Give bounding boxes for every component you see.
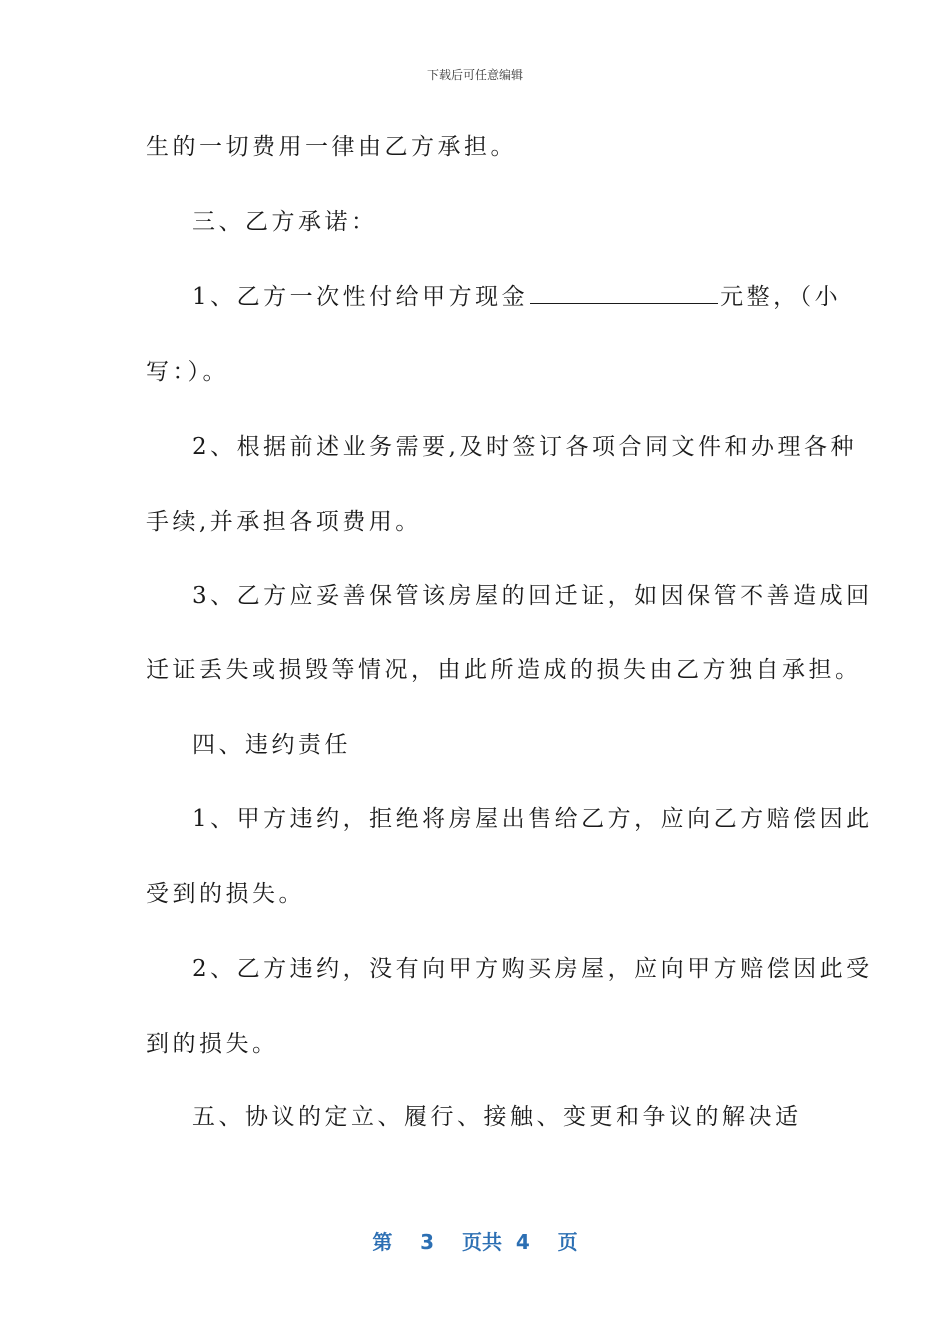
paragraph-line [192, 282, 841, 312]
clause-text: 1、乙方一次性付给甲方现金 [192, 284, 529, 310]
paragraph-line: 到的损失。 [146, 1031, 279, 1057]
paragraph-line: 写：）。 [146, 359, 229, 385]
fill-in-blank [530, 283, 718, 304]
paragraph-line: 受到的损失。 [146, 881, 305, 907]
paragraph-line: 生的一切费用一律由乙方承担。 [146, 134, 517, 160]
paragraph-line: 迁证丢失或损毁等情况，由此所造成的损失由乙方独自承担。 [146, 657, 862, 683]
section-heading-5: 五、协议的定立、履行、接触、变更和争议的解决适 [192, 1104, 802, 1130]
page-label-prefix: 第 [372, 1230, 393, 1254]
section-heading-4: 四、违约责任 [192, 732, 351, 758]
paragraph-line: 3、乙方应妥善保管该房屋的回迁证，如因保管不善造成回 [192, 583, 873, 609]
section-heading-3: 三、乙方承诺： [192, 209, 378, 235]
paragraph-line: 1、甲方违约，拒绝将房屋出售给乙方，应向乙方赔偿因此 [192, 806, 873, 832]
paragraph-line: 2、乙方违约，没有向甲方购买房屋，应向甲方赔偿因此受 [192, 956, 873, 982]
page-label-suffix: 页 [557, 1230, 578, 1254]
page-number-current: 3 [420, 1230, 435, 1254]
page-label-middle: 页共 [461, 1230, 502, 1254]
page-header: 下载后可任意编辑 [426, 68, 523, 82]
paragraph-line: 手续,并承担各项费用。 [146, 509, 422, 535]
paragraph-line: 2、根据前述业务需要,及时签订各项合同文件和办理各种 [192, 434, 857, 460]
page-footer [0, 1226, 950, 1255]
page-number-total: 4 [515, 1230, 530, 1254]
clause-text: 元整，（小 [720, 284, 842, 310]
